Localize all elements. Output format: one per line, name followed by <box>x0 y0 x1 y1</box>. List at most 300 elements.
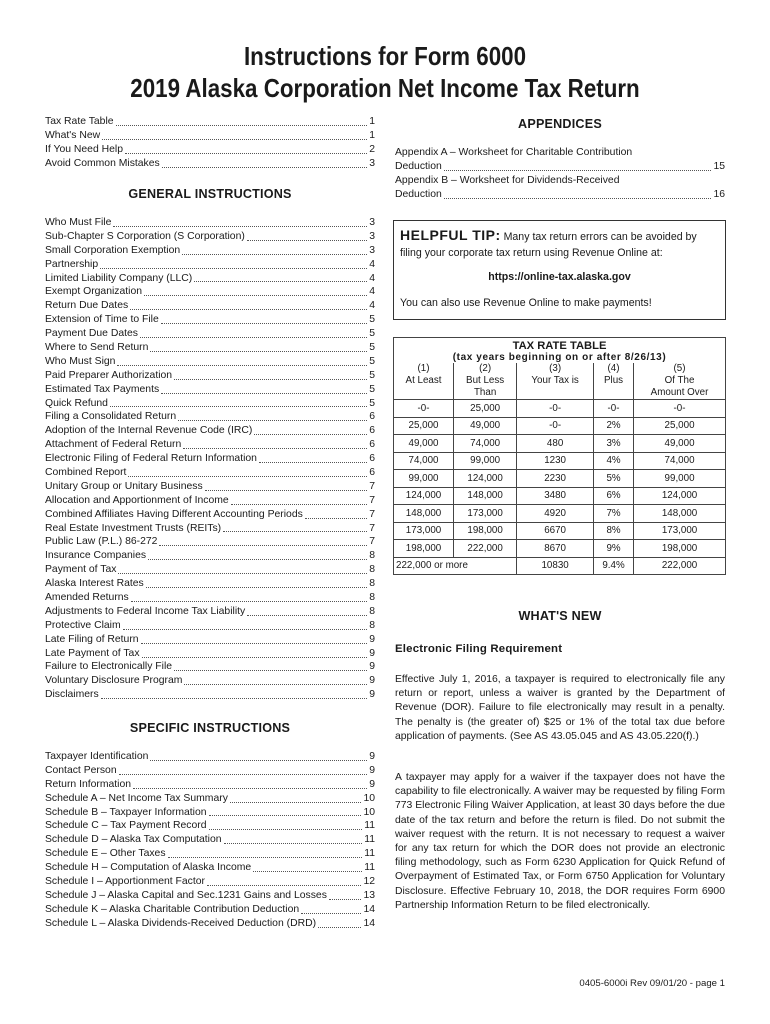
leader-dots <box>128 475 367 477</box>
leader-dots <box>141 642 368 644</box>
toc-row[interactable] <box>45 647 375 661</box>
toc-page-number: 1 <box>369 129 375 141</box>
toc-row[interactable] <box>45 313 375 327</box>
toc-row[interactable] <box>45 833 375 847</box>
tax-table-column-header <box>454 363 517 400</box>
whats-new-paragraph-1: Effective July 1, 2016, a taxpayer is required to electronically file any return or report, unless a waiver is granted by the Department of Revenue (DOR). Failure to file electronically may result in a penalty. The penalty is (the greater of) $25 or 1% of the total tax due before application of payments. (See AS 43.05.045 and AS 43.05.220(f).) <box>395 674 725 742</box>
leader-dots <box>146 586 367 588</box>
toc-row[interactable] <box>45 605 375 619</box>
toc-label: Contact Person <box>45 764 117 776</box>
toc-row[interactable] <box>45 143 375 157</box>
leader-dots <box>162 166 367 168</box>
toc-label: Sub-Chapter S Corporation (S Corporation) <box>45 230 245 242</box>
appendix-a-page: 15 <box>713 161 725 172</box>
toc-label: Schedule D – Alaska Tax Computation <box>45 834 222 846</box>
toc-page-number: 7 <box>369 536 375 548</box>
toc-page-number: 6 <box>369 467 375 479</box>
toc-label: Failure to Electronically File <box>45 661 173 673</box>
toc-page-number: 11 <box>364 862 375 874</box>
toc-label: Paid Preparer Authorization <box>45 369 173 381</box>
toc-page-number: 9 <box>369 661 375 673</box>
tax-table-row <box>394 435 726 453</box>
tax-table-row <box>394 470 726 488</box>
toc-page-number: 6 <box>369 411 375 423</box>
toc-page-number: 7 <box>369 508 375 520</box>
leader-dots <box>110 405 367 407</box>
tax-table-cell: 25,000 <box>634 417 726 435</box>
tax-table-cell: 1230 <box>517 452 594 470</box>
appendices-heading: APPENDICES <box>518 117 602 131</box>
whats-new-paragraph-2: A taxpayer may apply for a waiver if the taxpayer does not have the capability to file electronically. A waiver may be requested by filing Form 773 Electronic Filing Waiver Application, at least 30 days before the due date of the tax return and before the return is filed. Do not submit the waiver request with the return. It is not necessary to request a waiver for any tax return for which the DOR does not provide an electronic filing methodology, such as Form 6230 Application for Quick Refund of Overpayment of Estimated Tax, or Form 6750 Application for Voluntary Disclosure. Effective February 10, 2018, the DOR requires Form 6900 Partnership Information Return to be filed electronically. <box>395 772 725 911</box>
electronic-filing-subheading: Electronic Filing Requirement <box>395 643 563 655</box>
tax-table-cell: 148,000 <box>394 505 454 523</box>
toc-page-number: 6 <box>369 425 375 437</box>
leader-dots <box>183 447 367 449</box>
toc-page-number: 12 <box>363 876 375 887</box>
toc-page-number: 9 <box>369 647 375 659</box>
toc-row[interactable] <box>45 424 375 438</box>
toc-row[interactable] <box>45 285 375 299</box>
leader-dots <box>161 322 367 324</box>
leader-dots <box>142 656 368 658</box>
tax-table-cell: 8670 <box>517 540 594 558</box>
tax-table-cell: 173,000 <box>634 522 726 540</box>
helpful-tip-heading: HELPFUL TIP: <box>400 227 501 243</box>
toc-label: Who Must Sign <box>45 355 116 367</box>
toc-row[interactable] <box>45 563 375 577</box>
toc-page-number: 9 <box>369 778 375 790</box>
toc-row[interactable] <box>45 383 375 397</box>
toc-label: Public Law (P.L.) 86-272 <box>45 536 158 548</box>
toc-label: Limited Liability Company (LLC) <box>45 272 193 284</box>
toc-page-number: 5 <box>369 397 375 409</box>
toc-page-number: 8 <box>369 564 375 576</box>
toc-label: Voluntary Disclosure Program <box>45 675 183 687</box>
tax-table-cell: 49,000 <box>454 417 517 435</box>
tax-table-cell: -0- <box>517 400 594 418</box>
tax-table-column-header <box>394 363 454 400</box>
tax-table-cell: 74,000 <box>394 452 454 470</box>
toc-label: Schedule B – Taxpayer Information <box>45 806 207 818</box>
toc-row[interactable] <box>45 299 375 313</box>
appendix-b-title: Appendix B – Worksheet for Dividends-Received <box>395 175 620 186</box>
toc-page-number: 8 <box>369 550 375 562</box>
toc-row[interactable] <box>45 129 375 143</box>
toc-row[interactable] <box>45 494 375 508</box>
leader-dots <box>161 392 367 394</box>
toc-row[interactable] <box>45 258 375 272</box>
toc-label: Combined Affiliates Having Different Accounting Periods <box>45 508 303 520</box>
revenue-online-url[interactable]: https://online-tax.alaska.gov <box>488 271 631 283</box>
toc-page-number: 3 <box>369 230 375 242</box>
tax-table-cell: 74,000 <box>634 452 726 470</box>
tax-table-cell: 8% <box>594 522 634 540</box>
toc-row[interactable] <box>395 160 725 174</box>
leader-dots <box>101 697 368 699</box>
tax-table-cell: 74,000 <box>454 435 517 453</box>
tax-table-cell: 25,000 <box>394 417 454 435</box>
tax-table-cell: 6670 <box>517 522 594 540</box>
toc-page-number: 8 <box>369 605 375 617</box>
tax-table-row <box>394 487 726 505</box>
column-header-line: Of The <box>664 375 695 386</box>
tax-table-column-header <box>517 363 594 400</box>
toc-row[interactable] <box>45 410 375 424</box>
toc-page-number: 9 <box>369 689 375 701</box>
toc-label: Payment of Tax <box>45 564 117 576</box>
tax-table-cell: 49,000 <box>394 435 454 453</box>
tax-table-cell: 10830 <box>517 557 594 575</box>
toc-row[interactable] <box>45 792 375 806</box>
toc-row[interactable] <box>395 188 725 202</box>
toc-row[interactable] <box>45 847 375 861</box>
toc-row[interactable] <box>45 889 375 903</box>
toc-row[interactable] <box>45 674 375 688</box>
tax-table-cell: -0- <box>394 400 454 418</box>
leader-dots <box>224 842 363 844</box>
leader-dots <box>182 253 367 255</box>
toc-row[interactable] <box>45 157 375 171</box>
tax-table-cell: 124,000 <box>634 487 726 505</box>
toc-label: Combined Report <box>45 467 127 479</box>
toc-row[interactable] <box>45 591 375 605</box>
tax-table-row <box>394 505 726 523</box>
toc-label: Schedule I – Apportionment Factor <box>45 876 205 887</box>
leader-dots <box>194 280 367 282</box>
column-header-line: (5) <box>673 363 686 374</box>
toc-row[interactable] <box>45 619 375 633</box>
tax-table-cell: 148,000 <box>634 505 726 523</box>
toc-page-number: 7 <box>369 522 375 534</box>
tax-table-cell: -0- <box>634 400 726 418</box>
toc-row[interactable] <box>45 341 375 355</box>
page-footer: 0405-6000i Rev 09/01/20 - page 1 <box>579 978 725 989</box>
tax-rate-table <box>393 337 726 575</box>
toc-label: Taxpayer Identification <box>45 750 149 762</box>
column-header-line: (4) <box>607 363 620 374</box>
toc-page-number: 5 <box>369 383 375 395</box>
toc-page-number: 9 <box>369 633 375 645</box>
tax-table-cell: 25,000 <box>454 400 517 418</box>
toc-label: Insurance Companies <box>45 550 147 562</box>
leader-dots <box>223 530 367 532</box>
toc-row[interactable] <box>45 806 375 820</box>
toc-row[interactable] <box>45 535 375 549</box>
toc-label: Payment Due Dates <box>45 328 138 340</box>
leader-dots <box>444 197 712 199</box>
toc-page-number: 6 <box>369 439 375 451</box>
toc-label: Disclaimers <box>45 689 99 701</box>
leader-dots <box>247 614 367 616</box>
appendix-a-cont: Deduction <box>395 161 442 172</box>
toc-row[interactable] <box>45 438 375 452</box>
helpful-tip-line-3: You can also use Revenue Online to make payments! <box>400 297 652 309</box>
leader-dots <box>140 336 367 338</box>
toc-row[interactable] <box>45 216 375 230</box>
toc-page-number: 14 <box>363 917 375 929</box>
toc-page-number: 3 <box>369 244 375 256</box>
toc-page-number: 5 <box>369 369 375 381</box>
toc-label: Estimated Tax Payments <box>45 383 160 395</box>
toc-page-number: 5 <box>369 355 375 367</box>
appendix-b-page: 16 <box>713 189 725 200</box>
toc-page-number: 6 <box>369 453 375 465</box>
helpful-tip-line-1: Many tax return errors can be avoided by <box>503 231 697 243</box>
leader-dots <box>168 856 363 858</box>
toc-label: Schedule K – Alaska Charitable Contribution Deduction <box>45 903 300 915</box>
toc-row[interactable] <box>45 355 375 369</box>
leader-dots <box>209 828 363 830</box>
leader-dots <box>178 419 367 421</box>
toc-row[interactable] <box>45 115 375 129</box>
leader-dots <box>174 669 367 671</box>
toc-label: Attachment of Federal Return <box>45 439 182 451</box>
toc-label: Late Payment of Tax <box>45 647 140 659</box>
leader-dots <box>301 912 361 914</box>
leader-dots <box>150 759 367 761</box>
toc-label: Avoid Common Mistakes <box>45 157 160 169</box>
tax-table-cell: 2% <box>594 417 634 435</box>
column-header-line: At Least <box>405 375 442 386</box>
leader-dots <box>130 308 367 310</box>
helpful-tip-box <box>393 220 726 320</box>
toc-label: Quick Refund <box>45 397 108 409</box>
tax-table-cell: 7% <box>594 505 634 523</box>
toc-page-number: 3 <box>369 157 375 169</box>
toc-page-number: 4 <box>369 258 375 270</box>
toc-label: Exempt Organization <box>45 286 143 298</box>
leader-dots <box>125 152 367 154</box>
toc-row[interactable] <box>45 549 375 563</box>
toc-page-number: 1 <box>369 115 375 127</box>
toc-page-number: 13 <box>363 889 375 901</box>
toc-row[interactable] <box>45 522 375 536</box>
general-instructions-list <box>45 216 375 702</box>
leader-dots <box>119 773 368 775</box>
toc-row[interactable] <box>45 466 375 480</box>
toc-page-number: 11 <box>364 834 375 846</box>
leader-dots <box>123 628 368 630</box>
leader-dots <box>118 572 367 574</box>
leader-dots <box>133 787 367 789</box>
leader-dots <box>117 364 367 366</box>
toc-page-number: 5 <box>369 314 375 326</box>
toc-page-number: 10 <box>363 806 375 818</box>
column-header-line: (3) <box>549 363 562 374</box>
toc-row[interactable] <box>45 508 375 522</box>
toc-page-number: 5 <box>369 342 375 353</box>
leader-dots <box>254 433 367 435</box>
toc-row[interactable] <box>45 750 375 764</box>
tax-table-cell: 173,000 <box>454 505 517 523</box>
column-header-line: But Less <box>466 375 505 386</box>
toc-label: Partnership <box>45 258 99 270</box>
toc-label: Protective Claim <box>45 619 121 631</box>
tax-table-cell: 9.4% <box>594 557 634 575</box>
whats-new-heading: WHAT'S NEW <box>518 609 602 623</box>
title-line-2: 2019 Alaska Corporation Net Income Tax Return <box>130 73 640 103</box>
toc-label: Real Estate Investment Trusts (REITs) <box>45 522 222 534</box>
tax-table-row <box>394 400 726 418</box>
toc-page-number: 8 <box>369 619 375 631</box>
tax-table-cell: 480 <box>517 435 594 453</box>
toc-row[interactable] <box>45 633 375 647</box>
tax-table-cell: 198,000 <box>394 540 454 558</box>
toc-label: Schedule E – Other Taxes <box>45 848 166 860</box>
leader-dots <box>144 294 367 296</box>
toc-row[interactable] <box>45 397 375 411</box>
toc-row[interactable] <box>45 577 375 591</box>
toc-label: Small Corporation Exemption <box>45 244 181 256</box>
tax-table-cell: 198,000 <box>454 522 517 540</box>
toc-label: Alaska Interest Rates <box>45 578 144 590</box>
toc-label: Schedule H – Computation of Alaska Income <box>45 862 252 874</box>
toc-label: Amended Returns <box>45 592 129 604</box>
toc-row[interactable] <box>45 661 375 675</box>
column-header-line: Your Tax is <box>531 375 579 386</box>
leader-dots <box>329 898 362 900</box>
toc-row[interactable] <box>45 819 375 833</box>
tax-table-cell: 222,000 or more <box>394 557 517 575</box>
tax-table-cell: 173,000 <box>394 522 454 540</box>
toc-label: If You Need Help <box>45 143 123 155</box>
toc-label: Schedule A – Net Income Tax Summary <box>45 792 228 804</box>
leader-dots <box>444 169 712 171</box>
toc-label: Tax Rate Table <box>45 115 114 127</box>
toc-label: Schedule L – Alaska Dividends-Received Deduction (DRD) <box>45 917 317 929</box>
tax-table-header-row <box>394 363 726 400</box>
toc-page-number: 9 <box>369 675 375 687</box>
leader-dots <box>230 801 362 803</box>
appendix-a-title: Appendix A – Worksheet for Charitable Contribution <box>395 147 633 158</box>
toc-page-number: 4 <box>369 272 375 284</box>
specific-instructions-heading: SPECIFIC INSTRUCTIONS <box>129 721 291 735</box>
toc-row[interactable] <box>45 452 375 466</box>
toc-page-number: 3 <box>369 216 375 228</box>
tax-table-cell: 99,000 <box>454 452 517 470</box>
tax-table-cell: 3% <box>594 435 634 453</box>
toc-row[interactable] <box>45 327 375 341</box>
toc-label: Return Due Dates <box>45 300 129 312</box>
toc-row[interactable] <box>45 369 375 383</box>
toc-row[interactable] <box>45 272 375 286</box>
toc-label: Schedule J – Alaska Capital and Sec.1231 Gains and Losses <box>45 889 327 901</box>
column-header-line: Amount Over <box>650 387 709 398</box>
tax-table-row <box>394 452 726 470</box>
toc-page-number: 7 <box>369 494 375 506</box>
leader-dots <box>116 124 368 126</box>
toc-label: Adjustments to Federal Income Tax Liability <box>45 605 246 617</box>
leader-dots <box>231 503 368 505</box>
appendix-b-cont: Deduction <box>395 189 442 200</box>
toc-row[interactable] <box>45 778 375 792</box>
tax-table-cell: -0- <box>594 400 634 418</box>
tax-table-cell: 4920 <box>517 505 594 523</box>
toc-page-number: 9 <box>369 764 375 776</box>
tax-table-cell: 222,000 <box>454 540 517 558</box>
toc-label: Schedule C – Tax Payment Record <box>45 820 207 832</box>
toc-page-number: 4 <box>369 300 375 312</box>
tax-table-cell: 148,000 <box>454 487 517 505</box>
document-title <box>0 40 770 104</box>
tax-table-row <box>394 417 726 435</box>
general-instructions-heading: GENERAL INSTRUCTIONS <box>128 187 292 201</box>
tax-table-cell: 124,000 <box>454 470 517 488</box>
leader-dots <box>184 683 367 685</box>
tax-table-cell: 2230 <box>517 470 594 488</box>
toc-label: Unitary Group or Unitary Business <box>45 480 203 492</box>
column-header-line: Than <box>473 387 497 398</box>
toc-label: What's New <box>45 129 101 141</box>
leader-dots <box>253 870 362 872</box>
tax-table-cell: 198,000 <box>634 540 726 558</box>
tax-table-cell: 99,000 <box>634 470 726 488</box>
toc-row[interactable] <box>45 764 375 778</box>
tax-table-cell: 99,000 <box>394 470 454 488</box>
toc-page-number: 8 <box>369 578 375 590</box>
tax-table-column-header <box>634 363 726 400</box>
specific-instructions-list <box>45 750 375 931</box>
tax-table-title: TAX RATE TABLE <box>394 338 726 353</box>
leader-dots <box>305 517 367 519</box>
tax-table-cell: 5% <box>594 470 634 488</box>
toc-top-list <box>45 115 375 171</box>
tax-table-cell: 4% <box>594 452 634 470</box>
column-header-line: Plus <box>604 375 624 386</box>
toc-page-number: 2 <box>369 143 375 155</box>
leader-dots <box>207 884 361 886</box>
tax-table-cell: 6% <box>594 487 634 505</box>
title-line-1: Instructions for Form 6000 <box>243 41 527 71</box>
toc-page-number: 8 <box>369 592 375 604</box>
appendices-list <box>395 146 725 202</box>
toc-row[interactable] <box>45 244 375 258</box>
toc-row[interactable] <box>45 230 375 244</box>
toc-page-number: 9 <box>369 750 375 762</box>
toc-page-number: 4 <box>369 286 375 298</box>
tax-table-cell: 3480 <box>517 487 594 505</box>
toc-row[interactable] <box>45 875 375 889</box>
column-header-line: (2) <box>479 363 492 374</box>
tax-table-row <box>394 522 726 540</box>
leader-dots <box>113 225 367 227</box>
leader-dots <box>159 544 367 546</box>
tax-table-cell: 124,000 <box>394 487 454 505</box>
leader-dots <box>318 926 361 928</box>
toc-page-number: 7 <box>369 480 375 492</box>
tax-table-subtitle: (tax years beginning on or after 8/26/13) <box>394 352 726 363</box>
tax-table-column-header <box>594 363 634 400</box>
toc-label: Who Must File <box>45 216 112 228</box>
toc-row[interactable] <box>45 688 375 702</box>
tax-table-row <box>394 557 726 575</box>
toc-page-number: 11 <box>364 848 375 860</box>
toc-label: Where to Send Return <box>45 342 149 353</box>
leader-dots <box>174 378 367 380</box>
toc-label: Extension of Time to File <box>45 314 159 326</box>
toc-row[interactable] <box>45 480 375 494</box>
toc-row[interactable] <box>45 917 375 931</box>
toc-page-number: 14 <box>363 903 375 915</box>
toc-row[interactable] <box>45 861 375 875</box>
toc-label: Return Information <box>45 778 132 790</box>
toc-label: Late Filing of Return <box>45 633 139 645</box>
leader-dots <box>205 489 368 491</box>
toc-label: Electronic Filing of Federal Return Information <box>45 453 257 465</box>
toc-row[interactable] <box>45 903 375 917</box>
leader-dots <box>247 239 367 241</box>
toc-label: Allocation and Apportionment of Income <box>45 494 229 506</box>
